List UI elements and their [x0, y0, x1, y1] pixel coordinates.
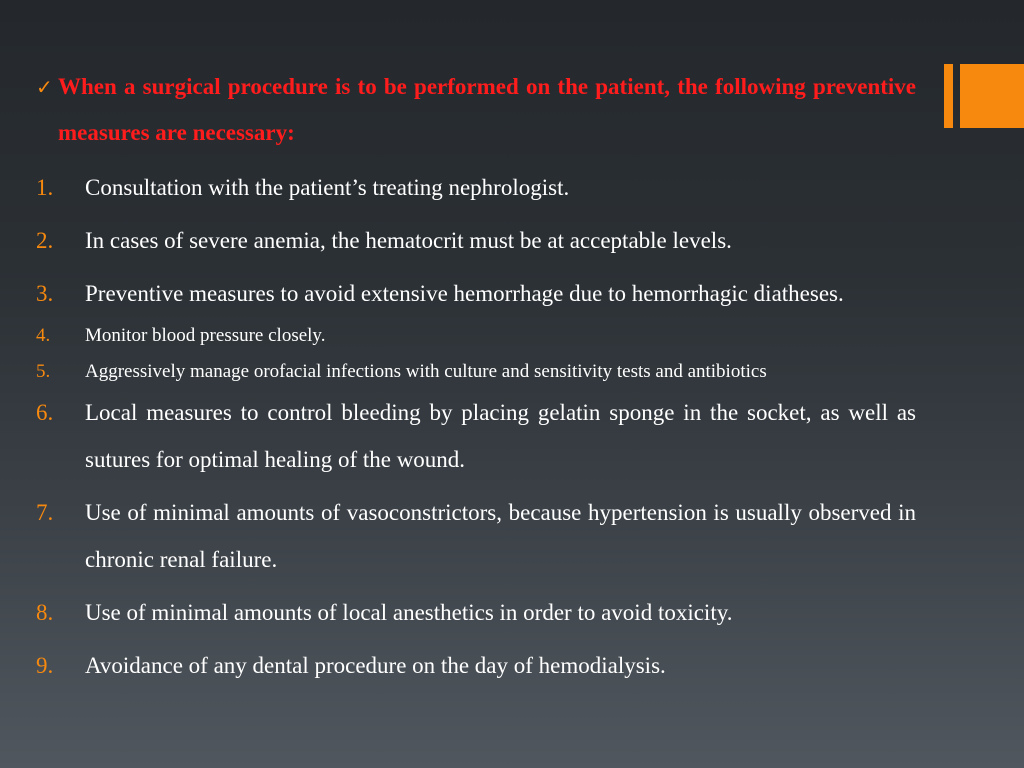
item-number: 1.	[36, 175, 54, 200]
list-item	[36, 589, 916, 636]
item-number: 2.	[36, 228, 54, 253]
item-number: 4.	[36, 325, 51, 346]
item-number: 3.	[36, 281, 54, 306]
list-item	[36, 164, 916, 211]
item-text: In cases of severe anemia, the hematocrit must be at acceptable levels.	[85, 228, 732, 253]
item-text: Monitor blood pressure closely.	[85, 325, 326, 346]
item-number: 6.	[36, 400, 54, 425]
item-text: Consultation with the patient’s treating nephrologist.	[85, 175, 570, 200]
item-number: 5.	[36, 361, 51, 382]
item-text: Preventive measures to avoid extensive hemorrhage due to hemorrhagic diatheses.	[85, 281, 844, 306]
item-number: 7.	[36, 500, 54, 525]
decorative-bar-thin	[944, 64, 953, 128]
item-text: Use of minimal amounts of vasoconstrictors, because hypertension is usually observed in chronic renal failure.	[85, 500, 916, 572]
decorative-bar-thick	[960, 64, 1024, 128]
slide-content	[36, 64, 916, 695]
list-item	[36, 270, 916, 317]
list-item	[36, 642, 916, 689]
list-item	[36, 355, 916, 389]
item-text: Avoidance of any dental procedure on the day of hemodialysis.	[85, 653, 666, 678]
list-item	[36, 389, 916, 483]
intro-heading	[36, 64, 916, 156]
item-number: 9.	[36, 653, 54, 678]
item-number: 8.	[36, 600, 54, 625]
intro-text: When a surgical procedure is to be performed on the patient, the following preventive measures are necessary:	[58, 74, 916, 145]
checkmark-icon: ✓	[36, 75, 53, 99]
list-item	[36, 319, 916, 353]
item-text: Local measures to control bleeding by placing gelatin sponge in the socket, as well as sutures for optimal healing of the wound.	[85, 400, 916, 472]
list-item	[36, 217, 916, 264]
list-item	[36, 489, 916, 583]
item-text: Use of minimal amounts of local anesthetics in order to avoid toxicity.	[85, 600, 733, 625]
item-text: Aggressively manage orofacial infections with culture and sensitivity tests and antibiotics	[85, 361, 767, 382]
